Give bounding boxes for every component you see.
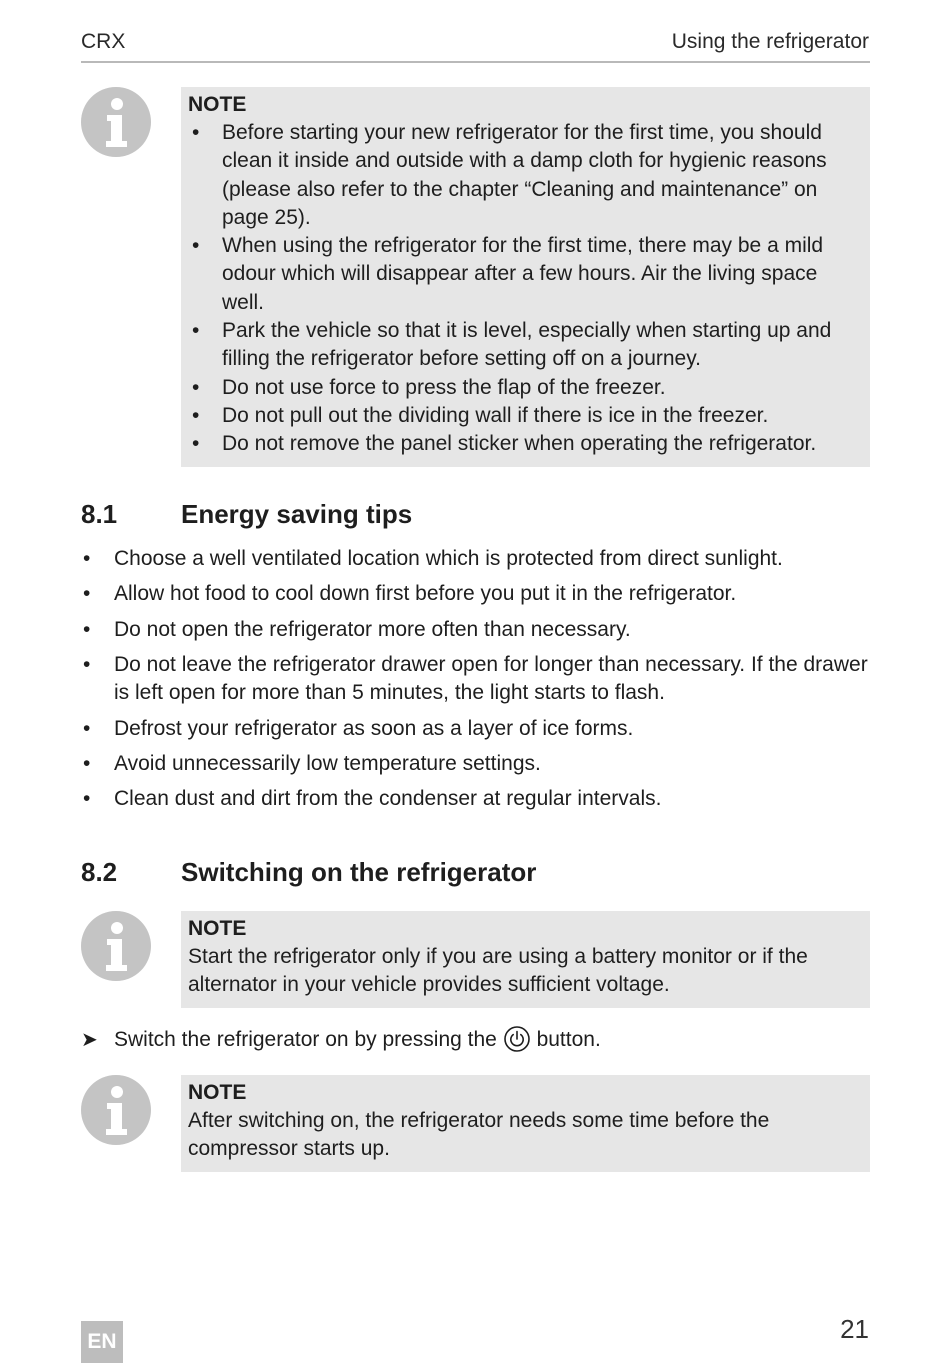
- note-title: NOTE: [188, 93, 247, 116]
- section-number: 8.1: [81, 499, 118, 529]
- list-item: • Clean dust and dirt from the condenser at regular intervals.: [81, 785, 870, 814]
- note-item: • When using the refrigerator for the first time, there may be a mild odour which will disappear after a few hours. Air the living space well.: [188, 232, 864, 317]
- language-badge: EN: [81, 1321, 123, 1363]
- note-item: • Do not pull out the dividing wall if there is ice in the freezer.: [188, 402, 864, 430]
- page-number: 21: [840, 1314, 869, 1344]
- power-icon: [504, 1026, 530, 1052]
- step-text-before: Switch the refrigerator on by pressing the: [114, 1028, 497, 1051]
- info-icon: [81, 911, 151, 981]
- info-icon: [81, 1075, 151, 1145]
- note-box-compressor: [181, 1075, 870, 1172]
- list-item: • Choose a well ventilated location which is protected from direct sunlight.: [81, 545, 870, 574]
- list-item: • Allow hot food to cool down first before you put it in the refrigerator.: [81, 580, 870, 609]
- note-item: • Do not use force to press the flap of the freezer.: [188, 374, 864, 402]
- header-product-name: CRX: [81, 30, 126, 53]
- section-title: Switching on the refrigerator: [181, 857, 537, 887]
- list-item: • Defrost your refrigerator as soon as a layer of ice forms.: [81, 715, 870, 744]
- energy-tips-list: [81, 545, 870, 821]
- note-box-startup: [181, 87, 870, 467]
- note-text: After switching on, the refrigerator needs some time before the compressor starts up.: [188, 1109, 770, 1161]
- instruction-step: [81, 1025, 601, 1055]
- list-item: • Avoid unnecessarily low temperature settings.: [81, 750, 870, 779]
- note-item: • Do not remove the panel sticker when operating the refrigerator.: [188, 430, 864, 458]
- note-list: [188, 119, 864, 459]
- note-item: • Before starting your new refrigerator for the first time, you should clean it inside and outside with a damp cloth for hygienic reasons (please also refer to the chapter “Cleaning and maintenance” on page 25).: [188, 119, 864, 232]
- note-title: NOTE: [188, 917, 247, 940]
- note-item: • Park the vehicle so that it is level, especially when starting up and filling the refrigerator before setting off on a journey.: [188, 317, 864, 374]
- step-arrow-icon: ➤: [81, 1029, 98, 1051]
- section-number: 8.2: [81, 857, 118, 887]
- section-title: Energy saving tips: [181, 499, 413, 529]
- header-chapter-title: Using the refrigerator: [671, 30, 869, 53]
- list-item: • Do not open the refrigerator more often than necessary.: [81, 616, 870, 645]
- note-title: NOTE: [188, 1081, 247, 1104]
- info-icon: [81, 87, 151, 157]
- header-divider: [81, 61, 870, 63]
- list-item: • Do not leave the refrigerator drawer open for longer than necessary. If the drawer is left open for more than 5 minutes, the light starts to flash.: [81, 651, 870, 708]
- note-box-battery: [181, 911, 870, 1008]
- note-text: Start the refrigerator only if you are using a battery monitor or if the alternator in your vehicle provides sufficient voltage.: [188, 945, 808, 997]
- step-text-after: button.: [536, 1028, 601, 1051]
